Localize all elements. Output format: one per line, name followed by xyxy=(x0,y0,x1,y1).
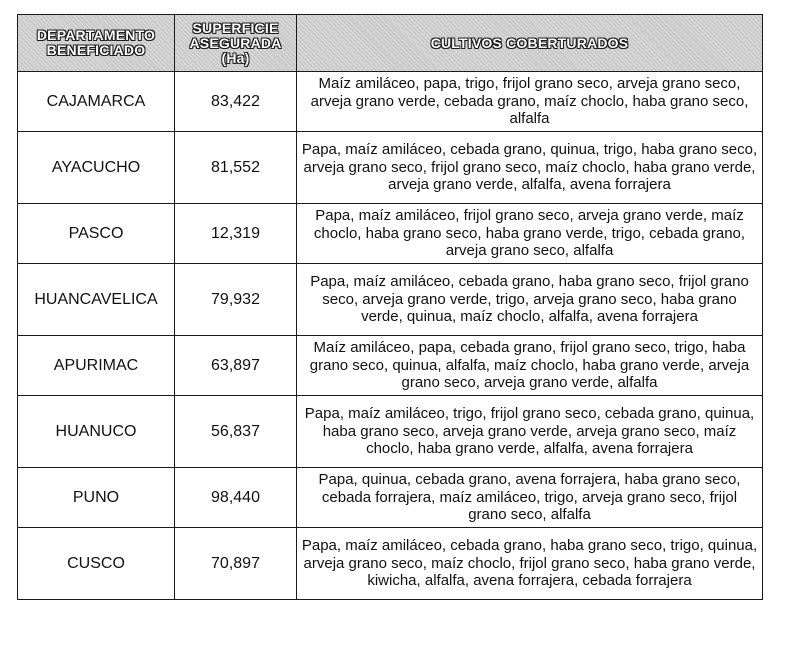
department-cell: AYACUCHO xyxy=(18,132,175,204)
department-cell: CUSCO xyxy=(18,528,175,600)
area-cell: 63,897 xyxy=(175,336,297,396)
area-cell: 98,440 xyxy=(175,468,297,528)
department-cell: PASCO xyxy=(18,204,175,264)
crops-cell: Papa, maíz amiláceo, trigo, frijol grano seco, cebada grano, quinua, haba grano seco, arveja grano verde, arveja grano seco, maíz choclo, haba grano verde, alfalfa, avena forrajera xyxy=(297,396,763,468)
table-row xyxy=(18,468,763,528)
table-row xyxy=(18,72,763,132)
crops-cell: Papa, maíz amiláceo, cebada grano, haba grano seco, trigo, quinua, arveja grano seco, maíz choclo, frijol grano seco, haba grano verde, kiwicha, alfalfa, avena forrajera, cebada forrajera xyxy=(297,528,763,600)
crops-cell: Papa, maíz amiláceo, frijol grano seco, arveja grano verde, maíz choclo, haba grano seco, haba grano verde, trigo, cebada grano, arveja grano seco, alfalfa xyxy=(297,204,763,264)
crops-cell: Maíz amiláceo, papa, trigo, frijol grano seco, arveja grano seco, arveja grano verde, cebada grano, maíz choclo, haba grano seco, alfalfa xyxy=(297,72,763,132)
crops-cell: Papa, quinua, cebada grano, avena forrajera, haba grano seco, cebada forrajera, maíz amiláceo, trigo, arveja grano seco, frijol grano seco, alfalfa xyxy=(297,468,763,528)
area-cell: 12,319 xyxy=(175,204,297,264)
table-row xyxy=(18,396,763,468)
crops-cell: Papa, maíz amiláceo, cebada grano, haba grano seco, frijol grano seco, arveja grano verde, trigo, arveja grano seco, haba grano verde, quinua, maíz choclo, alfalfa, avena forrajera xyxy=(297,264,763,336)
table-row xyxy=(18,528,763,600)
crops-cell: Papa, maíz amiláceo, cebada grano, quinua, trigo, haba grano seco, arveja grano seco, frijol grano seco, maíz choclo, haba grano verde, arveja grano verde, alfalfa, avena forrajera xyxy=(297,132,763,204)
table-row xyxy=(18,264,763,336)
area-cell: 81,552 xyxy=(175,132,297,204)
table-header-row xyxy=(18,15,763,72)
header-crops-covered: CULTIVOS COBERTURADOS xyxy=(297,15,763,72)
area-cell: 83,422 xyxy=(175,72,297,132)
area-cell: 56,837 xyxy=(175,396,297,468)
department-cell: HUANCAVELICA xyxy=(18,264,175,336)
area-cell: 70,897 xyxy=(175,528,297,600)
header-department: DEPARTAMENTO BENEFICIADO xyxy=(18,15,175,72)
crops-cell: Maíz amiláceo, papa, cebada grano, frijol grano seco, trigo, haba grano seco, quinua, alfalfa, maíz choclo, haba grano verde, arveja grano seco, arveja grano verde, alfalfa xyxy=(297,336,763,396)
table-row xyxy=(18,132,763,204)
table-row xyxy=(18,204,763,264)
department-cell: APURIMAC xyxy=(18,336,175,396)
department-cell: PUNO xyxy=(18,468,175,528)
area-cell: 79,932 xyxy=(175,264,297,336)
department-cell: CAJAMARCA xyxy=(18,72,175,132)
insured-crops-table xyxy=(17,14,763,600)
department-cell: HUANUCO xyxy=(18,396,175,468)
header-insured-area: SUPERFICIE ASEGURADA (Ha) xyxy=(175,15,297,72)
table-row xyxy=(18,336,763,396)
